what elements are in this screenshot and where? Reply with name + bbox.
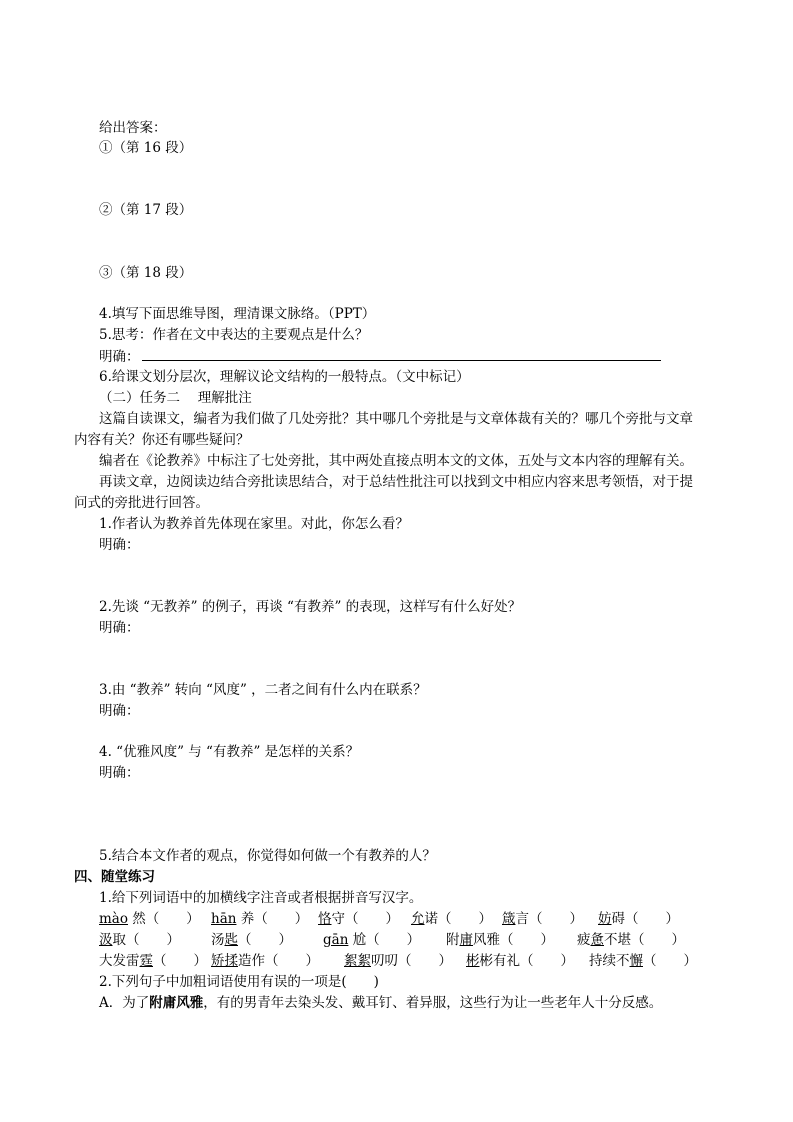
paragraph: 内容有关？你还有哪些疑问？	[74, 432, 250, 448]
answer-item: ②（第 17 段）	[99, 202, 193, 218]
question: 1.作者认为教养首先体现在家里。对此，你怎么看？	[99, 516, 409, 532]
mingque-label: 明确：	[99, 537, 140, 553]
fill-blank[interactable]	[142, 347, 661, 361]
answer-item: ③（第 18 段）	[99, 265, 193, 281]
paragraph: 问式的旁批进行回答。	[74, 495, 209, 511]
question: 5.结合本文作者的观点，你觉得如何做一个有教养的人？	[99, 848, 436, 864]
mingque-label: 明确：	[99, 349, 140, 365]
word-item: 允诺（ ）	[411, 911, 492, 927]
word-item: 絮絮叨叨（ ）	[344, 953, 452, 969]
word-item: 疲惫不堪（ ）	[577, 932, 685, 948]
exercise-question: 1.给下列词语中的加横线字注音或者根据拼音写汉字。	[99, 890, 423, 906]
word-item: 矫揉造作（ ）	[211, 953, 319, 969]
bold-term: 附庸风雅	[149, 995, 204, 1011]
answer-item: ①（第 16 段）	[99, 140, 193, 156]
question: 3.由 “教养” 转向 “风度” ，二者之间有什么内在联系？	[99, 682, 427, 698]
answer-line	[99, 347, 661, 366]
word-item: 持续不懈（ ）	[589, 953, 697, 969]
word-item: 大发雷霆（ ）	[99, 953, 207, 969]
word-item: 箴言（ ）	[502, 911, 583, 927]
mingque-label: 明确：	[99, 620, 140, 636]
word-item: 彬彬有礼（ ）	[466, 953, 574, 969]
option-a: A．为了附庸风雅，有的男青年去染头发、戴耳钉、着异服，这些行为让一些老年人十分反感。	[99, 995, 663, 1011]
task2-heading: （二）任务二 理解批注	[99, 390, 252, 406]
paragraph: 这篇自读课文，编者为我们做了几处旁批？其中哪几个旁批是与文章体裁有关的？哪几个旁批与文章	[99, 411, 693, 427]
section-heading: 四、随堂练习	[74, 869, 155, 885]
task-6: 6.给课文划分层次，理解议论文结构的一般特点。（文中标记）	[99, 369, 470, 385]
word-item: hān 养（ ）	[211, 911, 309, 927]
word-item: 妨碍（ ）	[598, 911, 679, 927]
word-item: 恪守（ ）	[318, 911, 399, 927]
question: 4. “优雅风度” 与 “有教养” 是怎样的关系？	[99, 744, 360, 760]
word-item: 汤匙（ ）	[211, 932, 292, 948]
word-item: mào 然（ ）	[99, 911, 200, 927]
mingque-label: 明确：	[99, 703, 140, 719]
exercise-question: 2.下列句子中加粗词语使用有误的一项是( )	[99, 974, 379, 990]
mingque-label: 明确：	[99, 765, 140, 781]
paragraph: 再读文章，边阅读边结合旁批读思结合，对于总结性批注可以找到文中相应内容来思考领悟，对于提	[99, 474, 693, 490]
task-5: 5.思考：作者在文中表达的主要观点是什么？	[99, 327, 369, 343]
paragraph: 编者在《论教养》中标注了七处旁批，其中两处直接点明本文的文体，五处与文本内容的理解有关。	[99, 453, 693, 469]
word-item: 附庸风雅（ ）	[446, 932, 554, 948]
give-answer-label: 给出答案：	[99, 120, 167, 136]
task-4: 4.填写下面思维导图，理清课文脉络。（PPT）	[99, 306, 376, 322]
word-item: gān 尬（ ）	[323, 932, 421, 948]
question: 2.先谈 “无教养” 的例子，再谈 “有教养” 的表现，这样写有什么好处？	[99, 599, 522, 615]
word-item: 汲取（ ）	[99, 932, 180, 948]
